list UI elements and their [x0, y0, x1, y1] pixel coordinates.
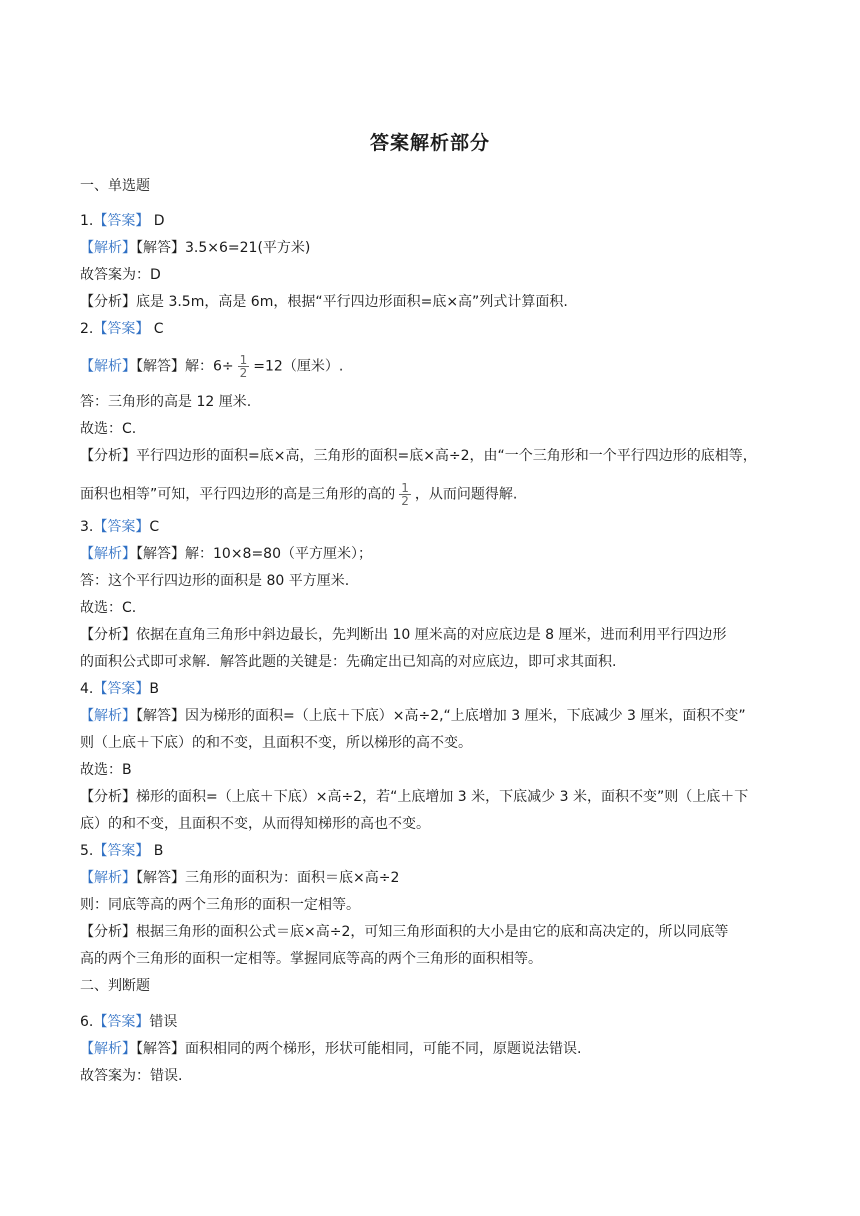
q6-answer: 错误	[149, 1014, 178, 1030]
q2-analysis-1: 平行四边形的面积=底×高，三角形的面积=底×高÷2，由“一个三角形和一个平行四边形的底相等，	[136, 448, 757, 464]
solution-tag: 【解答】	[136, 240, 185, 256]
q2-analysis-2-pre: 面积也相等”可知，平行四边形的高是三角形的高的	[80, 486, 396, 503]
q5-answer: B	[149, 843, 164, 859]
q5-solution-line-1	[80, 868, 780, 888]
q1-analysis: 底是 3.5m，高是 6m，根据“平行四边形面积=底×高”列式计算面积.	[136, 294, 568, 310]
q3-reply: 答：这个平行四边形的面积是 80 平方厘米.	[80, 573, 350, 589]
q1-number: 1.	[80, 213, 94, 229]
section-heading-true-false: 二、判断题	[80, 978, 150, 994]
fraction-numerator: 1	[401, 481, 409, 495]
q5-analysis-line-2: 高的两个三角形的面积一定相等。掌握同底等高的两个三角形的面积相等。	[80, 951, 542, 967]
q4-number: 4.	[80, 681, 94, 697]
q5-solution-1: 三角形的面积为：面积＝底×高÷2	[185, 870, 400, 886]
q6-solution-line	[80, 1039, 780, 1059]
analysis-tag: 【解析】	[80, 870, 136, 886]
q4-analysis-line-1	[80, 787, 780, 807]
fraction-one-half	[238, 354, 250, 379]
analysis-tag: 【解析】	[80, 358, 136, 375]
q3-number: 3.	[80, 519, 94, 535]
analysis-tag: 【解析】	[80, 240, 136, 256]
analysis-label: 【分析】	[80, 294, 136, 310]
q1-conclusion: 故答案为：D	[80, 267, 161, 283]
q3-choice: 故选：C.	[80, 600, 137, 616]
answer-tag: 【答案】	[93, 1014, 150, 1030]
answer-tag: 【答案】	[93, 681, 150, 697]
q6-conclusion: 故答案为：错误.	[80, 1068, 183, 1084]
q5-number: 5.	[80, 843, 94, 859]
q2-answer: C	[149, 321, 164, 337]
q5-answer-line	[80, 841, 780, 861]
q6-answer-line	[80, 1012, 780, 1032]
q2-solution-line	[80, 354, 780, 379]
q4-solution-1: 因为梯形的面积=（上底＋下底）×高÷2,“上底增加 3 厘米，下底减少 3 厘米，面积不变”	[185, 708, 746, 724]
analysis-label: 【分析】	[80, 627, 136, 643]
solution-tag: 【解答】	[136, 870, 185, 886]
q2-solution-post: =12（厘米）.	[253, 358, 344, 375]
answer-tag: 【答案】	[93, 519, 150, 535]
page-title: 答案解析部分	[369, 132, 490, 154]
fraction-denominator: 2	[239, 366, 248, 380]
solution-tag: 【解答】	[136, 1041, 185, 1057]
q4-choice: 故选：B	[80, 762, 132, 778]
q3-solution: 解：10×8=80（平方厘米）；	[185, 546, 372, 562]
analysis-label: 【分析】	[80, 789, 136, 805]
analysis-label: 【分析】	[80, 924, 136, 940]
q1-solution: 3.5×6=21(平方米)	[185, 240, 311, 256]
solution-tag: 【解答】	[136, 358, 185, 375]
q5-analysis-line-1	[80, 922, 780, 942]
q3-answer-line	[80, 517, 780, 537]
fraction-one-half	[399, 482, 411, 507]
q2-analysis-2-post: ，从而问题得解.	[414, 486, 518, 503]
q1-analysis-line	[80, 292, 780, 312]
q5-solution-line-2: 则：同底等高的两个三角形的面积一定相等。	[80, 897, 360, 913]
q3-analysis-line-2: 的面积公式即可求解．解答此题的关键是：先确定出已知高的对应底边，即可求其面积.	[80, 654, 617, 670]
q4-solution-line-1	[80, 706, 780, 726]
q3-analysis-1: 依据在直角三角形中斜边最长，先判断出 10 厘米高的对应底边是 8 厘米，进而利用平行四边形	[136, 627, 727, 643]
q4-analysis-1: 梯形的面积=（上底＋下底）×高÷2，若“上底增加 3 米，下底减少 3 米，面积不变”则（上底＋下	[136, 789, 749, 805]
analysis-label: 【分析】	[80, 448, 136, 464]
q3-solution-line	[80, 544, 780, 564]
q1-solution-line	[80, 238, 780, 258]
fraction-denominator: 2	[401, 494, 409, 508]
q2-choice: 故选：C.	[80, 421, 137, 437]
q4-analysis-line-2: 底）的和不变，且面积不变，从而得知梯形的高也不变。	[80, 816, 430, 832]
analysis-tag: 【解析】	[80, 1041, 136, 1057]
q3-answer: C	[149, 519, 160, 535]
q2-analysis-line-1	[80, 446, 780, 466]
solution-tag: 【解答】	[136, 546, 185, 562]
analysis-tag: 【解析】	[80, 708, 136, 724]
fraction-numerator: 1	[239, 353, 248, 367]
q2-number: 2.	[80, 321, 94, 337]
q1-answer-line	[80, 211, 780, 231]
answer-tag: 【答案】	[93, 321, 150, 337]
solution-tag: 【解答】	[136, 708, 185, 724]
section-heading-single-choice: 一、单选题	[80, 178, 150, 194]
answer-tag: 【答案】	[93, 843, 150, 859]
q3-analysis-line-1	[80, 625, 780, 645]
q6-solution: 面积相同的两个梯形，形状可能相同，可能不同，原题说法错误.	[185, 1041, 582, 1057]
q4-solution-line-2: 则（上底＋下底）的和不变，且面积不变，所以梯形的高不变。	[80, 735, 472, 751]
q4-answer: B	[149, 681, 159, 697]
q2-analysis-line-2	[80, 482, 780, 507]
q5-analysis-1: 根据三角形的面积公式＝底×高÷2，可知三角形面积的大小是由它的底和高决定的，所以同底等	[136, 924, 729, 940]
q4-answer-line	[80, 679, 780, 699]
q2-answer-line	[80, 319, 780, 339]
q2-reply: 答：三角形的高是 12 厘米.	[80, 394, 252, 410]
q2-solution-pre: 解：6÷	[185, 358, 234, 375]
q1-answer: D	[149, 213, 165, 229]
analysis-tag: 【解析】	[80, 546, 136, 562]
answer-tag: 【答案】	[93, 213, 150, 229]
q6-number: 6.	[80, 1014, 94, 1030]
